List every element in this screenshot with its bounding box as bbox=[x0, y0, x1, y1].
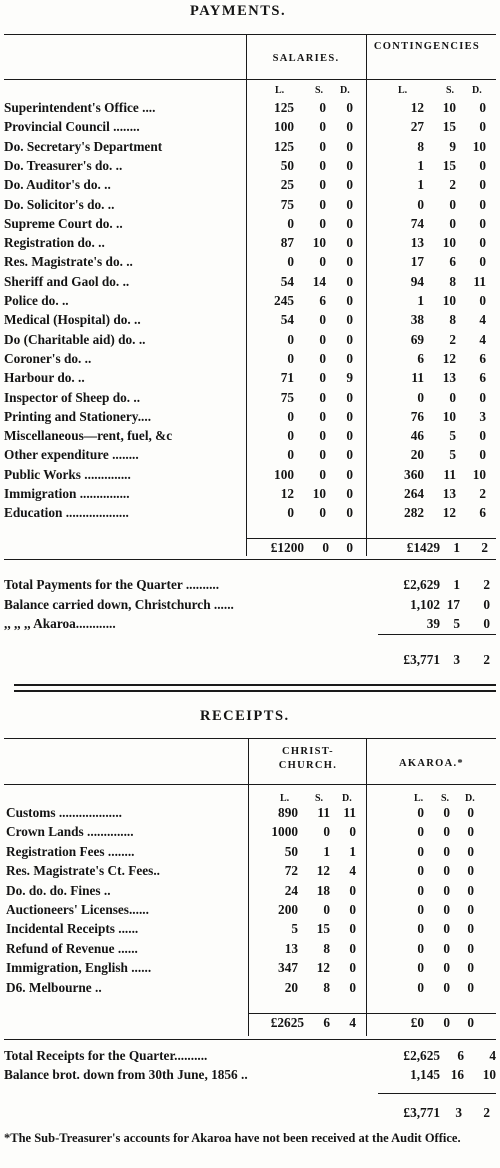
payment-salary-s: 6 bbox=[319, 293, 326, 308]
payment-contingency-l: 94 bbox=[410, 273, 424, 289]
receipt-akaroa-s: 0 bbox=[443, 824, 450, 840]
receipt-akaroa-d: 0 bbox=[467, 902, 474, 917]
receipts-grand-l: £3,771 bbox=[403, 1105, 440, 1120]
payment-contingency-l: 282 bbox=[404, 505, 424, 521]
payment-contingency-s: 13 bbox=[442, 370, 456, 386]
payment-contingency-d: 0 bbox=[479, 157, 486, 173]
receipt-christchurch-l: 24 bbox=[284, 882, 298, 898]
payment-contingency-s: 12 bbox=[442, 505, 456, 521]
payment-contingency-l: 1 bbox=[417, 177, 424, 193]
payment-contingency-d: 3 bbox=[479, 408, 486, 424]
payment-contingency-l: 6 bbox=[417, 350, 424, 366]
receipt-akaroa-d: 0 bbox=[467, 921, 474, 937]
payment-salary-d: 0 bbox=[346, 235, 353, 251]
payment-contingency-l: 0 bbox=[417, 196, 424, 212]
payment-salary-s: 0 bbox=[319, 331, 326, 347]
payment-contingency-s: 10 bbox=[442, 100, 456, 115]
payment-contingency-d: 0 bbox=[479, 254, 486, 270]
contingencies-total-l: £1429 bbox=[406, 540, 440, 555]
payment-salary-l: 0 bbox=[287, 215, 294, 231]
payment-salary-d: 0 bbox=[346, 293, 353, 308]
contingencies-unit-d: D. bbox=[472, 85, 482, 96]
receipt-christchurch-s: 15 bbox=[316, 921, 330, 937]
payment-salary-d: 0 bbox=[346, 138, 353, 154]
payment-salary-l: 75 bbox=[280, 389, 294, 405]
christchurch-total-s: 6 bbox=[323, 1015, 330, 1030]
payment-salary-l: 125 bbox=[274, 100, 294, 115]
payment-salary-l: 0 bbox=[287, 428, 294, 444]
contingencies-total-d: 2 bbox=[481, 540, 488, 555]
receipt-akaroa-l: 0 bbox=[417, 902, 424, 917]
payment-salary-s: 0 bbox=[319, 370, 326, 386]
payment-contingency-l: 38 bbox=[410, 312, 424, 328]
receipt-row-label: Refund of Revenue ...... bbox=[6, 940, 138, 956]
payment-salary-s: 0 bbox=[319, 254, 326, 270]
payments-header-rule bbox=[4, 79, 496, 80]
receipt-christchurch-s: 8 bbox=[323, 979, 330, 995]
receipt-summary-d: 10 bbox=[482, 1067, 496, 1082]
payment-contingency-s: 2 bbox=[449, 177, 456, 193]
contingencies-unit-s: S. bbox=[446, 85, 455, 96]
payment-contingency-l: 12 bbox=[410, 100, 424, 115]
payment-summary-label: ,, ,, ,, Akaroa............ bbox=[4, 616, 116, 631]
payment-contingency-l: 360 bbox=[404, 466, 424, 482]
payment-salary-d: 0 bbox=[346, 312, 353, 328]
receipt-row-label: Incidental Receipts ...... bbox=[6, 921, 139, 937]
payments-title: PAYMENTS. bbox=[190, 3, 287, 19]
payment-contingency-l: 11 bbox=[411, 370, 424, 386]
payment-salary-l: 25 bbox=[280, 177, 294, 193]
receipts-grand-s: 3 bbox=[455, 1105, 462, 1120]
payment-contingency-l: 74 bbox=[410, 215, 424, 231]
payment-contingency-s: 2 bbox=[449, 331, 456, 347]
payment-contingency-d: 6 bbox=[479, 350, 486, 366]
salaries-unit-l: L. bbox=[275, 85, 285, 96]
payment-contingency-l: 27 bbox=[410, 119, 424, 135]
payment-summary-label: Balance carried down, Christchurch ...... bbox=[4, 597, 234, 612]
payment-row-label: Supreme Court do. .. bbox=[4, 215, 123, 231]
payment-row-label: Do. Secretary's Department bbox=[4, 138, 163, 154]
payment-contingency-s: 13 bbox=[442, 486, 456, 501]
payment-row-label: Printing and Stationery.... bbox=[4, 408, 152, 424]
receipt-christchurch-d: 0 bbox=[349, 960, 356, 976]
receipts-title: RECEIPTS. bbox=[200, 708, 290, 724]
payment-salary-s: 10 bbox=[312, 486, 326, 501]
payment-contingency-d: 10 bbox=[472, 138, 486, 154]
payment-row-label: Superintendent's Office .... bbox=[4, 100, 156, 115]
payment-salary-s: 0 bbox=[319, 119, 326, 135]
payment-contingency-l: 20 bbox=[410, 447, 424, 463]
payment-contingency-s: 0 bbox=[449, 215, 456, 231]
payment-salary-d: 0 bbox=[346, 505, 353, 521]
payment-contingency-d: 2 bbox=[479, 486, 486, 501]
receipt-akaroa-l: 0 bbox=[417, 805, 424, 820]
payment-salary-s: 0 bbox=[319, 350, 326, 366]
salaries-total-d: 0 bbox=[346, 540, 353, 555]
payment-salary-d: 0 bbox=[346, 389, 353, 405]
receipt-christchurch-s: 18 bbox=[316, 882, 330, 898]
receipt-row-label: Immigration, English ...... bbox=[6, 960, 152, 976]
payment-salary-l: 71 bbox=[280, 370, 294, 386]
receipt-akaroa-s: 0 bbox=[443, 940, 450, 956]
payment-row-label: Res. Magistrate's do. .. bbox=[4, 254, 133, 270]
payment-salary-s: 0 bbox=[319, 466, 326, 482]
payments-top-rule bbox=[4, 34, 496, 35]
payment-contingency-l: 69 bbox=[410, 331, 424, 347]
receipt-christchurch-l: 72 bbox=[284, 863, 298, 879]
payment-summary-label: Total Payments for the Quarter .......... bbox=[4, 577, 220, 592]
payment-salary-s: 0 bbox=[319, 408, 326, 424]
payment-summary-d: 2 bbox=[483, 577, 490, 592]
receipt-akaroa-d: 0 bbox=[467, 882, 474, 898]
receipt-christchurch-l: 50 bbox=[284, 843, 298, 859]
receipt-christchurch-s: 11 bbox=[317, 805, 330, 820]
payment-summary-s: 1 bbox=[453, 577, 460, 592]
payment-contingency-d: 0 bbox=[479, 235, 486, 251]
payment-salary-l: 54 bbox=[280, 312, 294, 328]
receipts-header-rule bbox=[4, 784, 496, 785]
contingencies-unit-l: L. bbox=[398, 85, 408, 96]
receipt-christchurch-d: 0 bbox=[349, 824, 356, 840]
payment-contingency-s: 10 bbox=[442, 293, 456, 308]
payments-bottom-rule bbox=[4, 559, 496, 560]
payment-contingency-d: 0 bbox=[479, 177, 486, 193]
contingencies-header: CONTINGENCIES bbox=[373, 41, 481, 52]
payment-contingency-d: 10 bbox=[472, 466, 486, 482]
payment-salary-l: 0 bbox=[287, 408, 294, 424]
receipt-akaroa-s: 0 bbox=[443, 921, 450, 937]
payment-row-label: Other expenditure ........ bbox=[4, 447, 139, 463]
receipt-row-label: Registration Fees ........ bbox=[6, 843, 135, 859]
receipt-christchurch-s: 8 bbox=[323, 940, 330, 956]
payment-salary-l: 100 bbox=[274, 119, 294, 135]
payment-salary-s: 0 bbox=[319, 505, 326, 521]
payment-row-label: Sheriff and Gaol do. .. bbox=[4, 273, 130, 289]
receipt-akaroa-l: 0 bbox=[417, 921, 424, 937]
receipt-summary-s: 16 bbox=[450, 1067, 464, 1082]
receipt-christchurch-l: 890 bbox=[278, 805, 298, 820]
receipt-christchurch-d: 4 bbox=[349, 863, 356, 879]
receipt-christchurch-s: 12 bbox=[316, 863, 330, 879]
receipt-christchurch-d: 0 bbox=[349, 979, 356, 995]
payment-row-label: Registration do. .. bbox=[4, 235, 105, 251]
payment-salary-s: 0 bbox=[319, 447, 326, 463]
receipt-christchurch-l: 20 bbox=[284, 979, 298, 995]
receipt-christchurch-l: 1000 bbox=[271, 824, 298, 840]
receipts-grand-rule bbox=[378, 1093, 496, 1094]
payment-summary-s: 17 bbox=[446, 597, 460, 612]
payment-contingency-d: 4 bbox=[479, 331, 486, 347]
receipt-akaroa-d: 0 bbox=[467, 960, 474, 976]
christchurch-total-d: 4 bbox=[349, 1015, 356, 1030]
receipt-row-label: Customs ................... bbox=[6, 805, 122, 820]
receipt-akaroa-l: 0 bbox=[417, 979, 424, 995]
payment-row-label: Coroner's do. .. bbox=[4, 350, 92, 366]
payment-contingency-d: 6 bbox=[479, 505, 486, 521]
payment-contingency-s: 12 bbox=[442, 350, 456, 366]
payments-grand-l: £3,771 bbox=[403, 652, 440, 667]
payment-contingency-s: 10 bbox=[442, 408, 456, 424]
payment-salary-d: 0 bbox=[346, 273, 353, 289]
akaroa-total-d: 0 bbox=[467, 1015, 474, 1030]
akaroa-unit-s: S. bbox=[441, 793, 450, 804]
receipt-akaroa-s: 0 bbox=[443, 843, 450, 859]
payment-salary-l: 0 bbox=[287, 505, 294, 521]
payment-contingency-d: 6 bbox=[479, 370, 486, 386]
payment-salary-d: 9 bbox=[346, 370, 353, 386]
receipts-col-divider-left bbox=[248, 738, 249, 1036]
receipt-christchurch-d: 1 bbox=[349, 843, 356, 859]
payment-summary-s: 5 bbox=[453, 616, 460, 631]
payment-salary-l: 100 bbox=[274, 466, 294, 482]
payment-contingency-l: 1 bbox=[417, 293, 424, 308]
receipt-akaroa-s: 0 bbox=[443, 960, 450, 976]
receipt-akaroa-d: 0 bbox=[467, 824, 474, 840]
christchurch-unit-d: D. bbox=[342, 793, 352, 804]
payment-row-label: Education ................... bbox=[4, 505, 129, 521]
payment-contingency-l: 17 bbox=[410, 254, 424, 270]
salaries-total-l: £1200 bbox=[270, 540, 304, 555]
payment-contingency-s: 10 bbox=[442, 235, 456, 251]
payment-contingency-s: 0 bbox=[449, 196, 456, 212]
payment-salary-l: 0 bbox=[287, 350, 294, 366]
receipt-akaroa-d: 0 bbox=[467, 863, 474, 879]
payment-row-label: Do. Treasurer's do. .. bbox=[4, 157, 123, 173]
receipt-akaroa-s: 0 bbox=[443, 805, 450, 820]
receipt-row-label: Do. do. do. Fines .. bbox=[6, 882, 111, 898]
payment-row-label: Public Works .............. bbox=[4, 466, 131, 482]
payment-contingency-l: 8 bbox=[417, 138, 424, 154]
receipt-akaroa-l: 0 bbox=[417, 843, 424, 859]
payment-row-label: Inspector of Sheep do. .. bbox=[4, 389, 141, 405]
payment-contingency-d: 0 bbox=[479, 119, 486, 135]
payment-contingency-d: 0 bbox=[479, 389, 486, 405]
payment-salary-l: 54 bbox=[280, 273, 294, 289]
payment-salary-s: 0 bbox=[319, 138, 326, 154]
receipt-christchurch-l: 200 bbox=[278, 902, 298, 917]
payment-salary-l: 87 bbox=[280, 235, 294, 251]
payment-salary-s: 0 bbox=[319, 157, 326, 173]
receipt-christchurch-l: 347 bbox=[278, 960, 298, 976]
section-divider-top bbox=[14, 684, 496, 686]
payments-col-divider-right bbox=[366, 34, 367, 556]
receipt-summary-label: Total Receipts for the Quarter.......... bbox=[4, 1048, 208, 1063]
payment-row-label: Do. Solicitor's do. .. bbox=[4, 196, 115, 212]
payment-summary-l: 1,102 bbox=[410, 597, 440, 612]
receipts-col-divider-right bbox=[366, 738, 367, 1036]
receipt-akaroa-s: 0 bbox=[443, 979, 450, 995]
payment-contingency-l: 1 bbox=[417, 157, 424, 173]
payment-salary-s: 14 bbox=[312, 273, 326, 289]
receipt-akaroa-s: 0 bbox=[443, 902, 450, 917]
receipt-christchurch-l: 13 bbox=[284, 940, 298, 956]
payment-contingency-s: 5 bbox=[449, 447, 456, 463]
payment-salary-l: 12 bbox=[280, 486, 294, 501]
payments-grand-s: 3 bbox=[453, 652, 460, 667]
payment-salary-l: 0 bbox=[287, 331, 294, 347]
payment-salary-l: 0 bbox=[287, 447, 294, 463]
payment-salary-s: 0 bbox=[319, 100, 326, 115]
receipt-row-label: Auctioneers' Licenses...... bbox=[6, 902, 149, 917]
payment-salary-l: 245 bbox=[274, 293, 294, 308]
payments-grand-d: 2 bbox=[483, 652, 490, 667]
payment-salary-l: 75 bbox=[280, 196, 294, 212]
payment-row-label: Immigration ............... bbox=[4, 486, 130, 501]
payment-contingency-d: 0 bbox=[479, 100, 486, 115]
akaroa-total-s: 0 bbox=[443, 1015, 450, 1030]
receipt-row-label: Crown Lands .............. bbox=[6, 824, 134, 840]
payment-salary-s: 0 bbox=[319, 177, 326, 193]
payment-salary-d: 0 bbox=[346, 331, 353, 347]
christchurch-header: CHRIST-CHURCH. bbox=[278, 746, 338, 771]
payment-salary-d: 0 bbox=[346, 119, 353, 135]
payment-contingency-l: 0 bbox=[417, 389, 424, 405]
receipt-christchurch-s: 0 bbox=[323, 824, 330, 840]
receipt-akaroa-l: 0 bbox=[417, 940, 424, 956]
akaroa-total-l: £0 bbox=[410, 1015, 424, 1030]
payment-contingency-d: 0 bbox=[479, 447, 486, 463]
receipt-akaroa-l: 0 bbox=[417, 824, 424, 840]
payment-contingency-l: 13 bbox=[410, 235, 424, 251]
payment-row-label: Medical (Hospital) do. .. bbox=[4, 312, 141, 328]
footnote: *The Sub-Treasurer's accounts for Akaroa have not been received at the Audit Office. bbox=[4, 1131, 461, 1145]
receipt-summary-s: 6 bbox=[457, 1048, 464, 1063]
receipt-summary-l: 1,145 bbox=[410, 1067, 440, 1082]
receipts-bottom-rule bbox=[4, 1039, 496, 1040]
payment-summary-d: 0 bbox=[483, 616, 490, 631]
payment-contingency-l: 76 bbox=[410, 408, 424, 424]
receipt-christchurch-s: 12 bbox=[316, 960, 330, 976]
akaroa-unit-l: L. bbox=[414, 793, 424, 804]
payment-contingency-s: 15 bbox=[442, 157, 456, 173]
akaroa-header: AKAROA.* bbox=[399, 758, 464, 769]
receipts-top-rule bbox=[4, 738, 496, 739]
receipts-grand-d: 2 bbox=[483, 1105, 490, 1120]
payment-row-label: Provincial Council ........ bbox=[4, 119, 140, 135]
payment-contingency-d: 0 bbox=[479, 215, 486, 231]
payment-salary-s: 10 bbox=[312, 235, 326, 251]
receipt-christchurch-d: 0 bbox=[349, 902, 356, 917]
salaries-total-s: 0 bbox=[322, 540, 329, 555]
payment-contingency-l: 264 bbox=[404, 486, 424, 501]
receipt-akaroa-d: 0 bbox=[467, 940, 474, 956]
salaries-header: SALARIES. bbox=[272, 53, 340, 64]
receipt-summary-label: Balance brot. down from 30th June, 1856 .. bbox=[4, 1067, 248, 1082]
christchurch-unit-l: L. bbox=[280, 793, 290, 804]
receipt-row-label: Res. Magistrate's Ct. Fees.. bbox=[6, 863, 160, 879]
payment-summary-l: £2,629 bbox=[403, 577, 440, 592]
payment-contingency-s: 5 bbox=[449, 428, 456, 444]
receipt-christchurch-s: 1 bbox=[323, 843, 330, 859]
payment-row-label: Do. Auditor's do. .. bbox=[4, 177, 111, 193]
payment-salary-d: 0 bbox=[346, 157, 353, 173]
receipt-akaroa-d: 0 bbox=[467, 843, 474, 859]
christchurch-total-l: £2625 bbox=[270, 1015, 304, 1030]
payment-row-label: Do (Charitable aid) do. .. bbox=[4, 331, 146, 347]
payment-salary-l: 50 bbox=[280, 157, 294, 173]
payments-grand-rule bbox=[378, 634, 496, 635]
receipt-summary-l: £2,625 bbox=[403, 1048, 440, 1063]
payment-salary-s: 0 bbox=[319, 389, 326, 405]
payment-row-label: Miscellaneous—rent, fuel, &c bbox=[4, 428, 173, 444]
payment-salary-d: 0 bbox=[346, 486, 353, 501]
receipt-christchurch-d: 0 bbox=[349, 882, 356, 898]
receipt-akaroa-s: 0 bbox=[443, 882, 450, 898]
payment-contingency-s: 15 bbox=[442, 119, 456, 135]
payment-contingency-l: 46 bbox=[410, 428, 424, 444]
receipt-christchurch-d: 0 bbox=[349, 940, 356, 956]
receipt-akaroa-l: 0 bbox=[417, 882, 424, 898]
akaroa-unit-d: D. bbox=[465, 793, 475, 804]
contingencies-total-s: 1 bbox=[453, 540, 460, 555]
payment-contingency-d: 0 bbox=[479, 293, 486, 308]
salaries-unit-d: D. bbox=[340, 85, 350, 96]
payment-contingency-d: 0 bbox=[479, 196, 486, 212]
section-divider-bottom bbox=[14, 690, 496, 692]
payment-salary-s: 0 bbox=[319, 196, 326, 212]
payment-row-label: Harbour do. .. bbox=[4, 370, 85, 386]
payment-salary-d: 0 bbox=[346, 100, 353, 115]
receipt-akaroa-l: 0 bbox=[417, 863, 424, 879]
payment-salary-s: 0 bbox=[319, 312, 326, 328]
payment-summary-l: 39 bbox=[426, 616, 440, 631]
payment-contingency-d: 4 bbox=[479, 312, 486, 328]
receipt-christchurch-d: 0 bbox=[349, 921, 356, 937]
receipt-akaroa-d: 0 bbox=[467, 979, 474, 995]
payment-contingency-s: 8 bbox=[449, 273, 456, 289]
payment-salary-d: 0 bbox=[346, 466, 353, 482]
payment-salary-d: 0 bbox=[346, 428, 353, 444]
receipt-akaroa-s: 0 bbox=[443, 863, 450, 879]
payment-contingency-d: 11 bbox=[473, 273, 486, 289]
receipt-akaroa-l: 0 bbox=[417, 960, 424, 976]
payment-salary-d: 0 bbox=[346, 350, 353, 366]
receipt-christchurch-l: 5 bbox=[291, 921, 298, 937]
payment-contingency-s: 6 bbox=[449, 254, 456, 270]
receipt-row-label: D6. Melbourne .. bbox=[6, 979, 102, 995]
payment-summary-d: 0 bbox=[483, 597, 490, 612]
payment-contingency-d: 0 bbox=[479, 428, 486, 444]
payment-salary-s: 0 bbox=[319, 215, 326, 231]
payment-row-label: Police do. .. bbox=[4, 293, 69, 308]
payment-contingency-s: 11 bbox=[443, 466, 456, 482]
payment-salary-d: 0 bbox=[346, 254, 353, 270]
payments-col-divider-left bbox=[246, 34, 247, 556]
payment-salary-d: 0 bbox=[346, 447, 353, 463]
payment-salary-s: 0 bbox=[319, 428, 326, 444]
payment-contingency-s: 8 bbox=[449, 312, 456, 328]
payment-contingency-s: 9 bbox=[449, 138, 456, 154]
payment-salary-d: 0 bbox=[346, 408, 353, 424]
salaries-unit-s: S. bbox=[315, 85, 324, 96]
christchurch-unit-s: S. bbox=[315, 793, 324, 804]
payment-salary-d: 0 bbox=[346, 215, 353, 231]
payment-salary-l: 0 bbox=[287, 254, 294, 270]
payment-salary-d: 0 bbox=[346, 196, 353, 212]
payment-salary-d: 0 bbox=[346, 177, 353, 193]
receipt-summary-d: 4 bbox=[489, 1048, 496, 1063]
receipt-akaroa-d: 0 bbox=[467, 805, 474, 820]
receipt-christchurch-d: 11 bbox=[343, 805, 356, 820]
payment-contingency-s: 0 bbox=[449, 389, 456, 405]
receipt-christchurch-s: 0 bbox=[323, 902, 330, 917]
payment-salary-l: 125 bbox=[274, 138, 294, 154]
